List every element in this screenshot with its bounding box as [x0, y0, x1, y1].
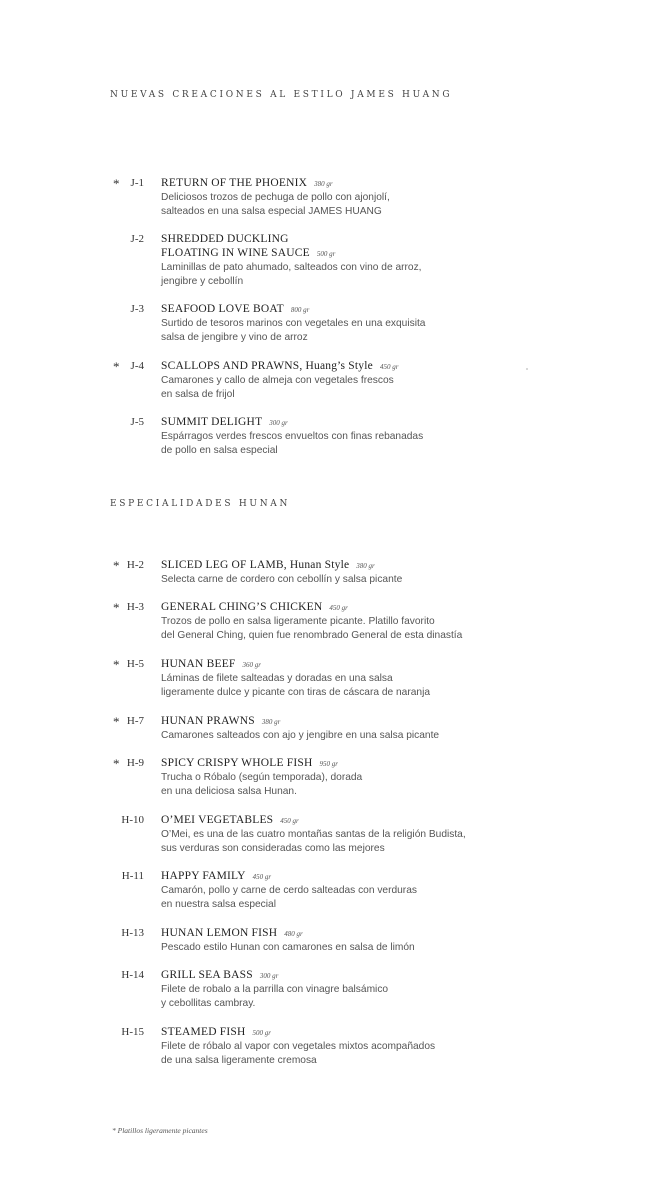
item-description: de una salsa ligeramente cremosa [161, 1055, 317, 1066]
item-code: H-11 [121, 870, 144, 882]
item-name: HAPPY FAMILY [161, 870, 246, 882]
item-name: SLICED LEG OF LAMB, Hunan Style [161, 559, 350, 571]
item-description: de pollo en salsa especial [161, 445, 278, 456]
item-weight: 500 gr [252, 1029, 271, 1037]
speck-mark [526, 368, 528, 370]
item-name: SPICY CRISPY WHOLE FISH [161, 757, 313, 769]
section-title: NUEVAS CREACIONES AL ESTILO JAMES HUANG [110, 90, 453, 100]
item-description: Trucha o Róbalo (según temporada), dorada [161, 772, 363, 783]
item-weight: 480 gr [284, 930, 303, 938]
item-code: J-4 [130, 360, 144, 372]
item-code: H-3 [126, 601, 144, 613]
item-weight: 300 gr [269, 419, 288, 427]
item-description: Deliciosos trozos de pechuga de pollo con ajonjolí, [161, 192, 390, 203]
item-description: y cebollitas cambray. [161, 998, 256, 1009]
item-code: H-2 [126, 559, 144, 571]
item-weight: 450 gr [379, 363, 399, 371]
item-name: GENERAL CHING’S CHICKEN [161, 601, 323, 613]
item-weight: 450 gr [252, 873, 272, 881]
item-code: H-9 [126, 757, 144, 769]
item-weight: 800 gr [290, 306, 310, 314]
item-name: STEAMED FISH [161, 1026, 246, 1038]
spicy-marker: * [113, 558, 120, 573]
item-description: O’Mei, es una de las cuatro montañas santas de la religión Budista, [161, 829, 466, 840]
item-name: SCALLOPS AND PRAWNS, Huang’s Style [161, 360, 373, 372]
item-weight: 950 gr [319, 760, 338, 768]
item-name: SEAFOOD LOVE BOAT [161, 303, 284, 315]
item-description: Surtido de tesoros marinos con vegetales en una exquisita [161, 318, 426, 329]
item-description: Camarones salteados con ajo y jengibre en una salsa picante [161, 730, 440, 741]
item-name: FLOATING IN WINE SAUCE [161, 247, 310, 259]
item-description: en una deliciosa salsa Hunan. [161, 786, 297, 797]
spicy-marker: * [113, 714, 120, 729]
item-code: H-15 [121, 1026, 144, 1038]
spicy-marker: * [113, 176, 120, 191]
item-name: GRILL SEA BASS [161, 969, 253, 981]
item-code: H-10 [121, 814, 144, 826]
item-description: jengibre y cebollín [161, 276, 244, 287]
spicy-marker: * [113, 756, 120, 771]
item-weight: 380 gr [261, 718, 281, 726]
item-name: HUNAN LEMON FISH [161, 927, 278, 939]
item-description: Selecta carne de cordero con cebollín y salsa picante [161, 574, 403, 585]
item-code: J-2 [130, 233, 144, 245]
item-description: en nuestra salsa especial [161, 899, 276, 910]
item-name: SUMMIT DELIGHT [161, 416, 263, 428]
item-name: SHREDDED DUCKLING [161, 233, 289, 245]
item-description: Espárragos verdes frescos envueltos con finas rebanadas [161, 431, 424, 442]
item-weight: 380 gr [356, 562, 375, 570]
item-description: sus verduras son consideradas como las mejores [161, 843, 385, 854]
item-description: Láminas de filete salteadas y doradas en una salsa [161, 673, 393, 684]
item-weight: 450 gr [280, 817, 299, 825]
item-description: en salsa de frijol [161, 389, 235, 400]
item-name: HUNAN PRAWNS [161, 715, 255, 727]
item-description: salteados en una salsa especial JAMES HUANG [161, 206, 382, 217]
item-description: Pescado estilo Hunan con camarones en salsa de limón [161, 942, 415, 953]
item-weight: 450 gr [329, 604, 348, 612]
item-description: del General Ching, quien fue renombrado General de esta dinastía [161, 630, 463, 641]
footnote: * Platillos ligeramente picantes [112, 1126, 208, 1135]
spicy-marker: * [113, 657, 120, 672]
item-description: Filete de róbalo al vapor con vegetales mixtos acompañados [161, 1041, 436, 1052]
item-description: Filete de robalo a la parrilla con vinagre balsámico [161, 984, 389, 995]
item-code: J-1 [130, 177, 144, 189]
item-description: Camarones y callo de almeja con vegetales frescos [161, 375, 394, 386]
item-code: H-14 [121, 969, 144, 981]
item-description: salsa de jengibre y vino de arroz [161, 332, 308, 343]
item-name: HUNAN BEEF [161, 658, 236, 670]
item-weight: 380 gr [314, 180, 333, 188]
item-description: ligeramente dulce y picante con tiras de cáscara de naranja [161, 687, 430, 698]
item-code: H-5 [126, 658, 144, 670]
item-weight: 360 gr [242, 661, 261, 669]
spicy-marker: * [113, 359, 120, 374]
item-name: O’MEI VEGETABLES [161, 814, 274, 826]
item-code: J-3 [130, 303, 144, 315]
item-description: Trozos de pollo en salsa ligeramente picante. Platillo favorito [161, 616, 435, 627]
section-title: ESPECIALIDADES HUNAN [110, 499, 291, 509]
item-weight: 500 gr [316, 250, 336, 258]
item-code: H-7 [126, 715, 144, 727]
item-name: RETURN OF THE PHOENIX [161, 177, 308, 189]
item-description: Camarón, pollo y carne de cerdo salteadas con verduras [161, 885, 417, 896]
item-code: J-5 [130, 416, 144, 428]
item-code: H-13 [121, 927, 144, 939]
item-weight: 300 gr [259, 972, 279, 980]
item-description: Laminillas de pato ahumado, salteados con vino de arroz, [161, 262, 422, 273]
spicy-marker: * [113, 600, 120, 615]
